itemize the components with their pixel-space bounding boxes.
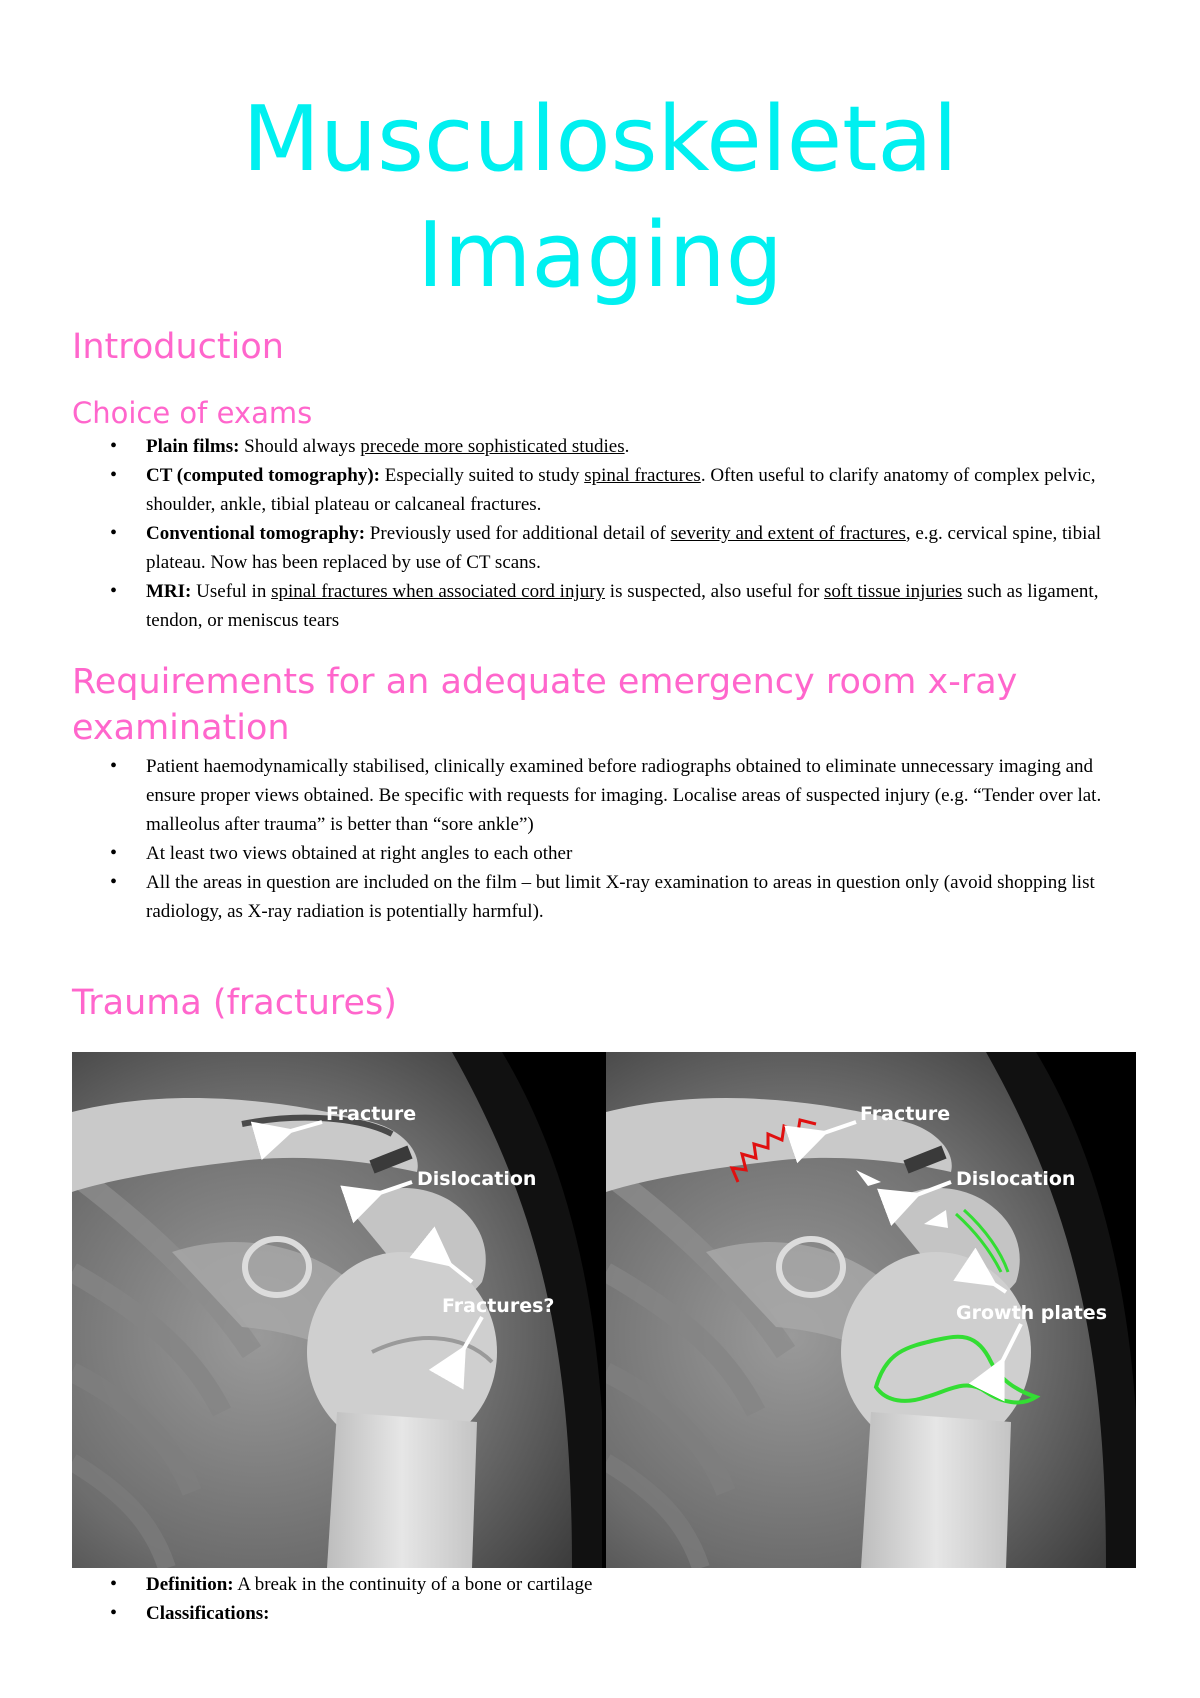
list-item-classifications	[146, 1599, 1136, 1628]
text: . Often useful to clarify anatomy of complex pelvic, shoulder, ankle, tibial plateau or calcaneal fractures.	[146, 465, 1096, 515]
heading-introduction: Introduction	[72, 327, 284, 367]
label-fracture: Fracture	[860, 1103, 951, 1125]
term-plain-films: Plain films:	[146, 436, 240, 457]
text: is suspected, also useful for	[605, 581, 825, 602]
term-conventional-tomography: Conventional tomography:	[146, 523, 366, 544]
trauma-list	[146, 1570, 1136, 1628]
underlined-text: spinal fractures	[584, 465, 701, 486]
choice-of-exams-list	[146, 432, 1136, 635]
heading-trauma: Trauma (fractures)	[72, 983, 397, 1023]
heading-requirements-line-2: examination	[72, 708, 290, 748]
label-dislocation: Dislocation	[956, 1168, 1076, 1190]
text: Should always	[239, 436, 361, 457]
list-item: • At least two views obtained at right angles to each other	[146, 839, 1136, 868]
heading-requirements-line-1: Requirements for an adequate emergency room x-ray	[72, 662, 1018, 702]
underlined-text: spinal fractures when associated cord injury	[271, 581, 606, 602]
requirements-list	[146, 752, 1136, 926]
text: such as ligament, tendon, or meniscus tears	[146, 581, 1099, 631]
text: Previously used for additional detail of	[365, 523, 671, 544]
underlined-text: soft tissue injuries	[824, 581, 963, 602]
label-dislocation: Dislocation	[417, 1168, 537, 1190]
xray-panel-left	[72, 1052, 602, 1568]
list-item-plain-films	[146, 432, 1136, 461]
list-item-mri	[146, 577, 1136, 635]
shoulder-xray-figure	[72, 1052, 1136, 1568]
term-definition: Definition:	[146, 1574, 234, 1595]
list-item-definition	[146, 1570, 1136, 1599]
text: , e.g. cervical spine, tibial plateau. Now has been replaced by use of CT scans.	[146, 523, 1102, 573]
underlined-text: severity and extent of fractures	[670, 523, 906, 544]
list-item-ct	[146, 461, 1136, 519]
list-item-conventional-tomography	[146, 519, 1136, 577]
label-fracture: Fracture	[326, 1103, 417, 1125]
text: Especially suited to study	[379, 465, 585, 486]
label-growth-plates: Growth plates	[956, 1302, 1108, 1324]
xray-panel-right	[606, 1052, 1136, 1568]
underlined-text: precede more sophisticated studies	[360, 436, 625, 457]
text: A break in the continuity of a bone or cartilage	[233, 1574, 593, 1595]
list-item: • All the areas in question are included on the film – but limit X-ray examination to areas in question only (avoid shopping list radiology, as X-ray radiation is potentially harmful).	[146, 868, 1136, 926]
text: .	[624, 436, 630, 457]
text: Useful in	[191, 581, 272, 602]
list-item: • Patient haemodynamically stabilised, clinically examined before radiographs obtained to eliminate unnecessary imaging and ensure proper views obtained. Be specific with requests for imaging. Localise areas of suspected injury (e.g. “Tender over lat. malleolus after trauma” is better than “sore ankle”)	[146, 752, 1136, 839]
term-mri: MRI:	[146, 581, 192, 602]
heading-choice-of-exams: Choice of exams	[72, 396, 313, 430]
label-fractures-question: Fractures?	[442, 1295, 555, 1317]
term-classifications: Classifications:	[146, 1603, 270, 1624]
document-title-line-2: Imaging	[417, 203, 783, 308]
term-ct: CT (computed tomography):	[146, 465, 380, 486]
document-title-line-1: Musculoskeletal	[242, 87, 958, 192]
